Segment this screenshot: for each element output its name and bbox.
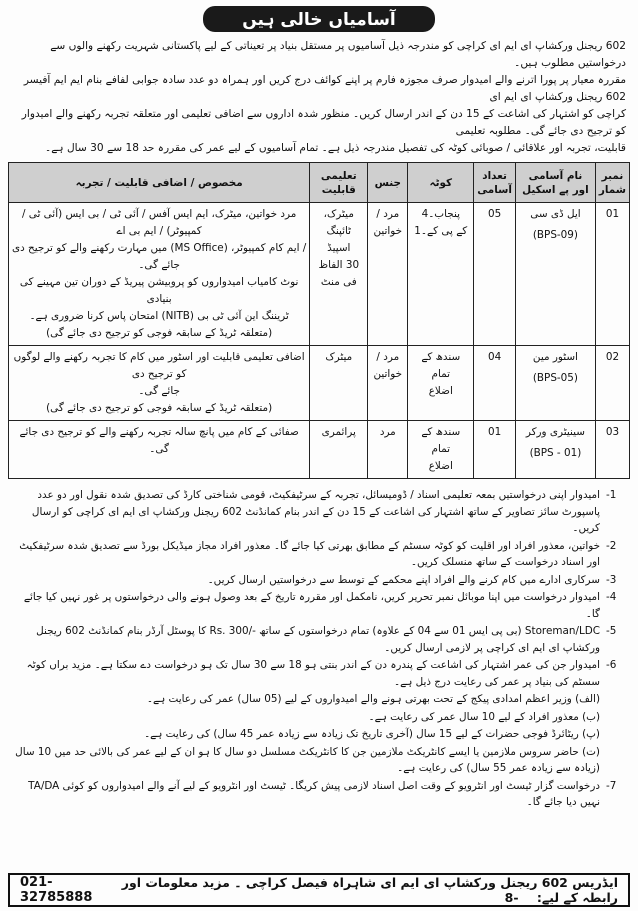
list-item xyxy=(8,538,630,571)
cell-count: 05 xyxy=(474,203,516,346)
age-relaxation-item: (ت) حاضر سروس ملازمین یا ایسے کانٹریکٹ ملازمین جن کا کانٹریکٹ مسلسل دو سال کا ہو ان کے لیے عمر کی بالائی حد میں 10 سال (زیادہ سے زیادہ عمر 55 سال) کی رعایت ہے۔ xyxy=(15,745,600,774)
cell-post xyxy=(515,346,595,421)
pay-scale: (BPS-09) xyxy=(532,229,578,241)
experience-line: صفائی کے کام میں پانچ سالہ تجربہ رکھنے والے کو ترجیح دی جائے گی۔ xyxy=(19,426,299,455)
education-line: فی منٹ xyxy=(320,276,357,288)
gender-line: خواتین xyxy=(373,368,403,380)
list-item xyxy=(8,623,630,656)
education-line: ٹائپنگ اسپیڈ xyxy=(326,225,352,254)
note-text: امیدوار درخواست میں اپنا موبائل نمبر تحریر کریں، نامکمل اور مقررہ تاریخ کے بعد وصول ہونے والی درخواستوں پر غور نہیں کیا جائے گا۔ xyxy=(23,591,600,620)
intro-line: کراچی کو اشتہار کی اشاعت کے 15 دن کے اندر ارسال کریں۔ منظور شدہ اداروں سے اضافی تعلیمی اور متعلقہ تجربہ رکھنے والے امیدوار کو ترجیح دی جائے گی۔ مطلوبہ تعلیمی xyxy=(21,108,626,137)
age-relaxation-item: (ب) معذور افراد کے لیے 10 سال عمر کی رعایت ہے۔ xyxy=(368,710,600,723)
header-gender: جنس xyxy=(368,163,408,203)
gender-line: مرد / xyxy=(376,208,400,220)
table-row xyxy=(9,203,630,346)
table-row xyxy=(9,346,630,421)
intro-line: مقررہ معیار پر پورا اترنے والے امیدوار صرف مجوزہ فارم پر اپنے کوائف درج کریں اور ہمراہ دو عدد سادہ جوابی لفافے بنام ایم ایم آفیسر 602 ریجنل ورکشاپ ای ایم ای xyxy=(23,74,626,103)
cell-sno: 02 xyxy=(595,346,629,421)
intro-paragraph xyxy=(8,38,630,157)
cell-education xyxy=(310,421,368,479)
post-name: اسٹور مین xyxy=(532,351,578,363)
list-item xyxy=(8,657,630,690)
list-item xyxy=(8,778,630,811)
experience-line: ٹریننگ این آئی ٹی بی (NITB) امتحان پاس کرنا ضروری ہے۔ xyxy=(29,310,289,322)
note-number: -2 xyxy=(606,539,617,552)
header-education: تعلیمی قابلیت xyxy=(310,163,368,203)
cell-experience xyxy=(9,203,310,346)
note-text: امیدوار اپنی درخواستیں بمعہ تعلیمی اسناد / ڈومیسائل، تجربہ کے سرٹیفکیٹ، قومی شناختی کارڈ کی تصدیق شدہ نقول اور دو عدد پاسپورٹ سائز تصاویر کے ساتھ اشتہار کی اشاعت کے 15 دن کے اندر بنام کمانڈنٹ 602 ریجنل ورکشاپ ای ایم ای کراچی کو ارسال کریں۔ xyxy=(31,489,600,534)
experience-line: (متعلقہ ٹریڈ کے سابقہ فوجی کو ترجیح دی جائے گی) xyxy=(46,327,273,339)
education-line: 30 الفاظ xyxy=(318,259,360,271)
gender-line: خواتین xyxy=(373,225,403,237)
quota-line: سندھ کے تمام xyxy=(421,351,461,380)
note-text: درخواست گزار ٹیسٹ اور انٹرویو کے وقت اصل اسناد لازمی پیش کریگا۔ ٹیسٹ اور انٹرویو کے لیے آنے والے امیدواروں کو کوئی TA/DA نہیں دیا جائے گا۔ xyxy=(28,779,600,808)
header-post: نام آسامی اور پے اسکیل xyxy=(515,163,595,203)
cell-education xyxy=(310,203,368,346)
education-line: میٹرک xyxy=(325,351,353,363)
pay-scale: (BPS - 01) xyxy=(529,447,582,459)
note-text: خواتین، معذور افراد اور اقلیت کو کوٹہ سسٹم کے مطابق بھرتی کیا جائے گا۔ معذور افراد مجاز میڈیکل بورڈ سے تصدیق شدہ سرٹیفکیٹ اور اسناد درخواست کے ساتھ منسلک کریں۔ xyxy=(19,539,600,568)
experience-line: جائے گی۔ xyxy=(138,385,180,397)
note-number: -4 xyxy=(606,591,617,603)
list-item xyxy=(8,572,630,589)
note-text: امیدوار جن کی عمر اشتہار کی اشاعت کے پندرہ دن کے اندر بنتی ہو 18 سے 30 سال تک ہو درخواست دے سکتا ہے۔ مزید براں کوٹہ سسٹم کی بنیاد پر عمر کی رعایت درج ذیل ہے۔ xyxy=(26,659,600,688)
education-line: میٹرک، xyxy=(323,208,354,220)
header-quota: کوٹہ xyxy=(408,163,474,203)
post-name: ایل ڈی سی xyxy=(530,208,581,220)
cell-gender xyxy=(368,346,408,421)
quota-line: سندھ کے تمام xyxy=(421,426,461,455)
footer-address-text: ایڈریس 602 ریجنل ورکشاپ ای ایم ای شاہراہ فیصل کراچی ۔ مزید معلومات اور رابطہ کے لیے: xyxy=(121,875,618,905)
cell-sno: 01 xyxy=(595,203,629,346)
list-item xyxy=(8,487,630,537)
contact-phone: 021-32785888 xyxy=(20,875,93,905)
gender-line: مرد / xyxy=(376,351,400,363)
age-relaxation-item: (پ) ریٹائرڈ فوجی حضرات کے لیے 15 سال (آخری تاریخ تک زیادہ سے زیادہ عمر 45 سال) کی رعایت ہے۔ xyxy=(144,728,600,740)
experience-line: / ایم کام کمپیوٹر، (MS Office) میں مہارت رکھنے والے کو ترجیح دی xyxy=(11,242,307,254)
experience-line: جائے گی۔ xyxy=(138,259,180,271)
note-text: سرکاری ادارے میں کام کرنے والے افراد اپنے محکمے کے توسط سے درخواستیں ارسال کریں۔ xyxy=(207,573,600,586)
contact-footer xyxy=(8,873,630,907)
note-text: Storeman/LDC (بی پی ایس 01 سے 04 کے علاوہ) تمام درخواستوں کے ساتھ -/Rs. 300 کا پوسٹل آرڈر بنام کمانڈنٹ 602 ریجنل ورکشاپ ای ایم ای کراچی پر لازمی ارسال کریں۔ xyxy=(36,625,600,654)
cell-post xyxy=(515,203,595,346)
note-number: -1 xyxy=(606,489,617,501)
intro-line: قابلیت، تجربہ اور علاقائی / صوبائی کوٹہ کی تفصیل مندرجہ ذیل ہے۔ تمام آسامیوں کے لیے عمر کی مقررہ حد 18 سے 30 سال ہے۔ xyxy=(44,142,626,154)
header-experience: مخصوص / اضافی قابلیت / تجربہ xyxy=(9,163,310,203)
experience-line: مرد خواتین، میٹرک، ایم ایس آفس / آئی ٹی / بی ایس (آئی ٹی / کمپیوٹر) / ایم بی اے xyxy=(21,208,297,237)
cell-experience xyxy=(9,346,310,421)
experience-line: نوٹ کامیاب امیدواروں کو پروبیشن پیریڈ کے دوران تین مہینے کی بنیادی xyxy=(19,276,299,305)
post-name: سینیٹری ورکر xyxy=(525,426,585,438)
note-number: -5 xyxy=(606,625,617,637)
age-relaxation-item: (الف) وزیر اعظم امدادی پیکج کے تحت بھرتی ہونے والے امیدواروں کے لیے (05 سال) عمر کی رعایت ہے۔ xyxy=(146,693,600,705)
cell-quota xyxy=(408,421,474,479)
cell-education xyxy=(310,346,368,421)
quota-line: پنجاب۔4 xyxy=(421,208,460,220)
cell-post xyxy=(515,421,595,479)
note-number: -3 xyxy=(606,573,617,586)
page-title: آسامیاں خالی ہیں xyxy=(203,6,435,32)
contact-address xyxy=(107,875,618,905)
header-count: تعداد آسامی xyxy=(474,163,516,203)
vacancies-table xyxy=(8,162,630,479)
cell-gender xyxy=(368,421,408,479)
experience-line: اضافی تعلیمی قابلیت اور اسٹور میں کام کا تجربہ رکھنے والے لوگوں کو ترجیح دی xyxy=(13,351,305,380)
pay-scale: (BPS-05) xyxy=(532,372,578,384)
quota-line: اضلاع xyxy=(428,460,453,472)
note-number: -8 xyxy=(504,890,519,905)
cell-count: 01 xyxy=(474,421,516,479)
cell-gender xyxy=(368,203,408,346)
cell-sno: 03 xyxy=(595,421,629,479)
table-header-row xyxy=(9,163,630,203)
experience-line: (متعلقہ ٹریڈ کے سابقہ فوجی کو ترجیح دی جائے گی) xyxy=(46,402,273,414)
cell-count: 04 xyxy=(474,346,516,421)
cell-quota xyxy=(408,346,474,421)
cell-experience xyxy=(9,421,310,479)
cell-quota xyxy=(408,203,474,346)
note-number: -7 xyxy=(606,779,617,792)
education-line: پرائمری xyxy=(321,426,356,438)
gender-line: مرد xyxy=(379,426,396,438)
list-item xyxy=(8,589,630,622)
header-sno: نمبر شمار xyxy=(595,163,629,203)
table-row xyxy=(9,421,630,479)
intro-line: 602 ریجنل ورکشاپ ای ایم ای کراچی کو مندرجہ ذیل آسامیوں پر مستقل بنیاد پر تعیناتی کے لیے پاکستانی شہریت رکھنے والوں سے درخواستیں مطلوب ہیں۔ xyxy=(50,40,626,69)
note-number: -6 xyxy=(606,659,617,671)
quota-line: اضلاع xyxy=(428,385,453,397)
instructions-list xyxy=(8,487,630,811)
quota-line: کے پی کے۔1 xyxy=(414,225,468,237)
